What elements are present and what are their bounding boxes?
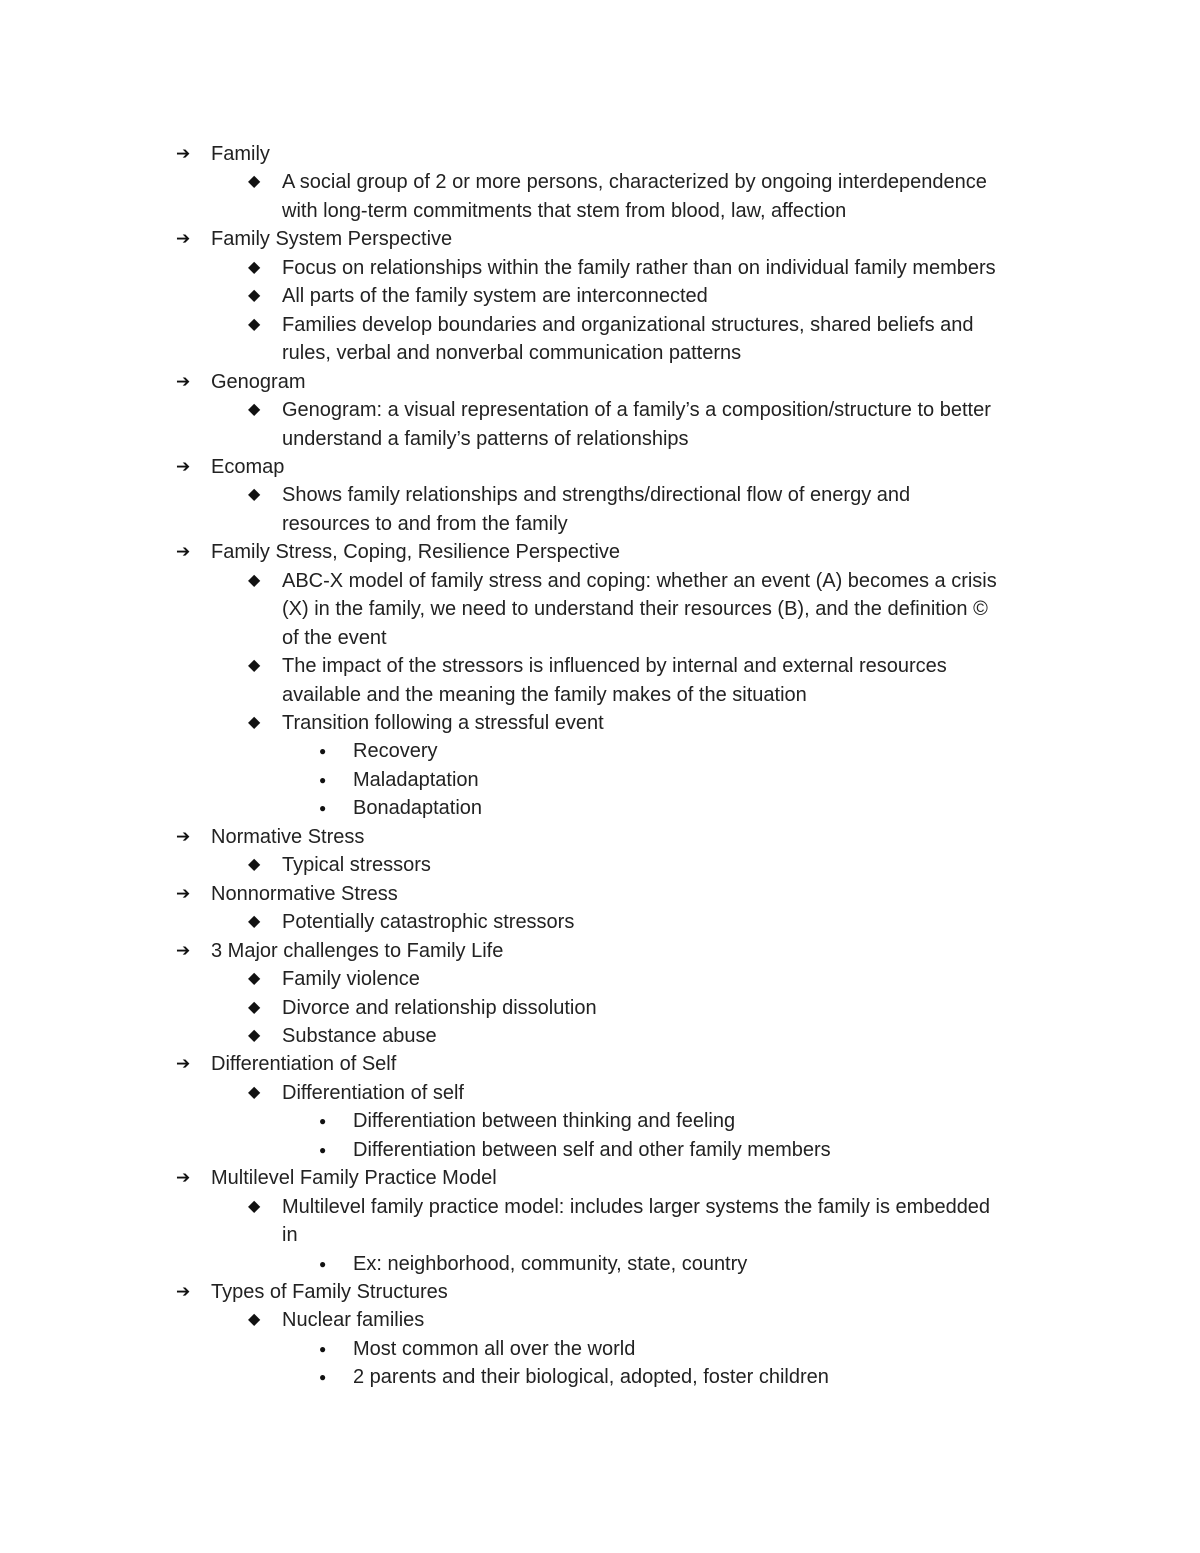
outline-text: Differentiation between self and other family members xyxy=(353,1138,831,1161)
outline-item-level-0 xyxy=(176,368,306,396)
outline-text: Shows family relationships and strengths/directional flow of energy and xyxy=(282,484,911,507)
outline-item-level-1 xyxy=(248,1193,991,1221)
outline-item-level-1 xyxy=(248,168,987,196)
outline-text: available and the meaning the family makes of the situation xyxy=(282,683,807,706)
outline-text: Nuclear families xyxy=(282,1309,425,1332)
outline-line-continuation xyxy=(282,624,387,652)
dot-bullet-icon: ● xyxy=(319,1256,327,1271)
outline-item-level-2 xyxy=(319,1335,636,1363)
outline-text: Recovery xyxy=(353,740,438,763)
outline-item-level-1 xyxy=(248,908,575,936)
outline-text: Family Stress, Coping, Resilience Perspective xyxy=(211,541,621,564)
diamond-bullet-icon: ◆ xyxy=(248,998,261,1016)
outline-text: Normative Stress xyxy=(211,825,365,848)
outline-text: understand a family’s patterns of relationships xyxy=(282,427,689,450)
outline-item-level-1 xyxy=(248,1022,437,1050)
outline-item-level-0 xyxy=(176,140,270,168)
outline-text: Types of Family Structures xyxy=(211,1281,448,1303)
arrow-bullet-icon: ➔ xyxy=(176,940,191,960)
outline-item-level-0 xyxy=(176,880,398,908)
outline-item-level-0 xyxy=(176,937,504,965)
outline-text: rules, verbal and nonverbal communication patterns xyxy=(282,342,742,365)
outline-item-level-1 xyxy=(248,311,974,339)
dot-bullet-icon: ● xyxy=(319,772,327,787)
outline-text: with long-term commitments that stem from blood, law, affection xyxy=(282,199,847,222)
dot-bullet-icon: ● xyxy=(319,1370,327,1385)
outline-text: Family xyxy=(211,143,270,165)
diamond-bullet-icon: ◆ xyxy=(248,287,261,305)
outline-item-level-2 xyxy=(319,1250,748,1278)
outline-item-level-1 xyxy=(248,709,604,737)
arrow-bullet-icon: ➔ xyxy=(176,1282,191,1301)
dot-bullet-icon: ● xyxy=(319,1142,327,1157)
outline-text: Differentiation of Self xyxy=(211,1053,397,1076)
outline-text: 3 Major challenges to Family Life xyxy=(211,939,504,962)
outline-text: in xyxy=(282,1224,298,1247)
dot-bullet-icon: ● xyxy=(319,801,327,816)
diamond-bullet-icon: ◆ xyxy=(248,657,261,675)
outline-line-continuation xyxy=(282,339,741,367)
arrow-bullet-icon: ➔ xyxy=(176,883,191,903)
outline-text: Divorce and relationship dissolution xyxy=(282,996,597,1019)
outline-item-level-2 xyxy=(319,737,438,765)
outline-text: Most common all over the world xyxy=(353,1337,636,1360)
outline-line-continuation xyxy=(282,425,689,453)
outline-text: of the event xyxy=(282,626,387,649)
outline-text: Nonnormative Stress xyxy=(211,882,398,905)
outline-item-level-0 xyxy=(176,1278,448,1306)
arrow-bullet-icon: ➔ xyxy=(176,542,191,562)
outline-text: Genogram xyxy=(211,370,306,393)
outline-line-continuation xyxy=(282,510,568,538)
arrow-bullet-icon: ➔ xyxy=(176,1168,191,1188)
outline-text: Differentiation of self xyxy=(282,1081,464,1104)
outline-text: (X) in the family, we need to understand their resources (B), and the definition © xyxy=(282,598,988,621)
outline-item-level-0 xyxy=(176,453,285,481)
outline-line-continuation xyxy=(282,681,807,709)
outline-text: Genogram: a visual representation of a family’s a composition/structure to better xyxy=(282,399,991,422)
outline-item-level-1 xyxy=(248,481,911,509)
outline-text: Family System Perspective xyxy=(211,228,453,251)
outline-text: Family violence xyxy=(282,968,420,991)
outline-item-level-1 xyxy=(248,1079,464,1107)
outline-item-level-1 xyxy=(248,1306,425,1334)
diamond-bullet-icon: ◆ xyxy=(248,571,261,589)
diamond-bullet-icon: ◆ xyxy=(248,1083,261,1101)
outline-item-level-1 xyxy=(248,396,991,424)
outline-text: Ecomap xyxy=(211,455,285,478)
diamond-bullet-icon: ◆ xyxy=(248,1026,261,1044)
diamond-bullet-icon: ◆ xyxy=(248,486,261,504)
arrow-bullet-icon: ➔ xyxy=(176,1054,191,1074)
outline-text: Potentially catastrophic stressors xyxy=(282,911,575,934)
arrow-bullet-icon: ➔ xyxy=(176,826,191,846)
dot-bullet-icon: ● xyxy=(319,1114,327,1129)
outline-item-level-1 xyxy=(248,652,947,680)
outline-line-continuation xyxy=(282,595,988,623)
outline-item-level-2 xyxy=(319,1107,736,1135)
dot-bullet-icon: ● xyxy=(319,1341,327,1356)
diamond-bullet-icon: ◆ xyxy=(248,970,261,988)
diamond-bullet-icon: ◆ xyxy=(248,401,261,419)
outline-item-level-1 xyxy=(248,567,997,595)
arrow-bullet-icon: ➔ xyxy=(176,371,191,391)
outline-line-continuation xyxy=(282,197,846,225)
outline-text: Focus on relationships within the family rather than on individual family members xyxy=(282,256,996,279)
outline-item-level-1 xyxy=(248,851,431,879)
outline-text: Multilevel family practice model: includes larger systems the family is embedded xyxy=(282,1195,991,1218)
outline-text: Typical stressors xyxy=(282,854,431,877)
diamond-bullet-icon: ◆ xyxy=(248,1311,261,1329)
outline-item-level-2 xyxy=(319,1136,831,1164)
arrow-bullet-icon: ➔ xyxy=(176,456,191,476)
outline-item-level-0 xyxy=(176,538,621,566)
outline-text: Ex: neighborhood, community, state, country xyxy=(353,1252,748,1275)
outline-item-level-0 xyxy=(176,1050,397,1078)
diamond-bullet-icon: ◆ xyxy=(248,258,261,276)
outline-text: ABC-X model of family stress and coping: whether an event (A) becomes a crisis xyxy=(282,569,997,592)
diamond-bullet-icon: ◆ xyxy=(248,856,261,874)
diamond-bullet-icon: ◆ xyxy=(248,315,261,333)
diamond-bullet-icon: ◆ xyxy=(248,1197,261,1215)
outline-item-level-2 xyxy=(319,1363,829,1391)
outline-text: The impact of the stressors is influenced by internal and external resources xyxy=(282,655,947,678)
diamond-bullet-icon: ◆ xyxy=(248,714,261,731)
outline-text: Multilevel Family Practice Model xyxy=(211,1167,497,1190)
outline-text: Differentiation between thinking and feeling xyxy=(353,1110,736,1133)
diamond-bullet-icon: ◆ xyxy=(248,173,261,191)
outline-text: Substance abuse xyxy=(282,1024,437,1047)
diamond-bullet-icon: ◆ xyxy=(248,913,261,931)
outline-text: 2 parents and their biological, adopted, foster children xyxy=(353,1366,829,1389)
outline-item-level-0 xyxy=(176,1164,497,1192)
arrow-bullet-icon: ➔ xyxy=(176,229,191,249)
outline-line-continuation xyxy=(282,1221,298,1249)
outline-item-level-1 xyxy=(248,965,420,993)
outline-text: Bonadaptation xyxy=(353,797,483,820)
outline-item-level-2 xyxy=(319,794,483,822)
outline-text: A social group of 2 or more persons, characterized by ongoing interdependence xyxy=(282,171,987,194)
outline-text: Transition following a stressful event xyxy=(282,712,604,734)
outline-text: Families develop boundaries and organizational structures, shared beliefs and xyxy=(282,313,974,336)
outline-text: resources to and from the family xyxy=(282,512,568,535)
dot-bullet-icon: ● xyxy=(319,744,327,759)
outline-item-level-1 xyxy=(248,282,708,310)
arrow-bullet-icon: ➔ xyxy=(176,144,191,163)
outline-text: Maladaptation xyxy=(353,768,479,791)
outline-item-level-0 xyxy=(176,225,453,253)
outline-text: All parts of the family system are interconnected xyxy=(282,285,708,308)
outline-item-level-1 xyxy=(248,254,996,282)
outline-item-level-0 xyxy=(176,823,365,851)
outline-item-level-2 xyxy=(319,766,479,794)
outline-item-level-1 xyxy=(248,994,597,1022)
